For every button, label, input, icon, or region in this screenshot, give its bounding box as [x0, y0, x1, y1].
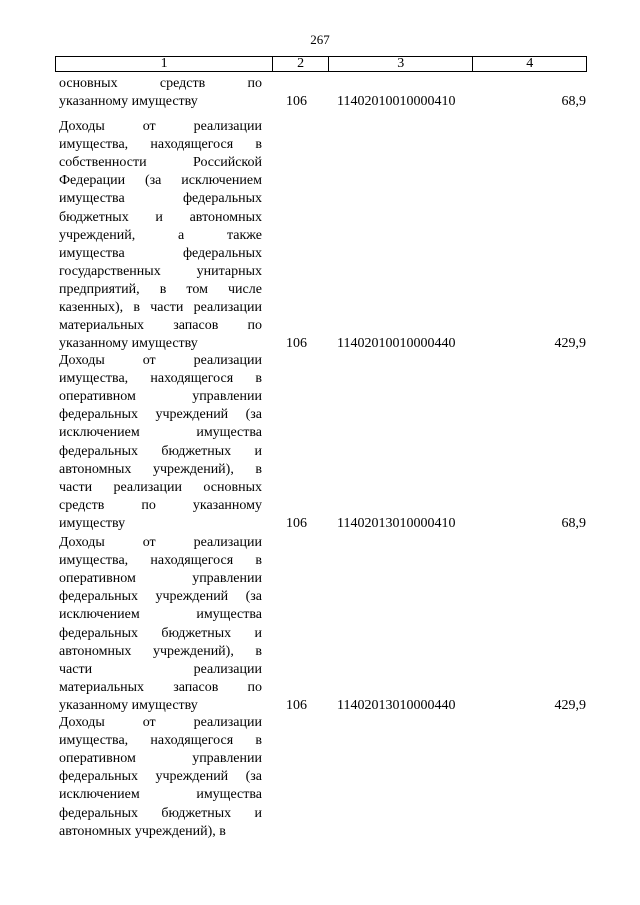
- row-description-line: оперативном управлении: [59, 389, 262, 405]
- row-description-line: государственных унитарных: [59, 263, 262, 279]
- row-description-line: Доходы от реализации: [59, 535, 262, 550]
- row-description-line: имущества, находящегося в: [59, 733, 262, 749]
- row-description-line: части реализации: [59, 661, 262, 677]
- row-description-line: Федерации (за исключением: [59, 173, 262, 189]
- row-description-line: оперативном управлении: [59, 571, 262, 587]
- column-header-3: 3: [328, 57, 472, 71]
- row-kbk: 11402010010000410: [337, 94, 456, 110]
- row-description-line: указанному имуществу: [59, 336, 198, 352]
- row-description-line: федеральных бюджетных и: [59, 625, 262, 641]
- row-description-line: имущества федеральных: [59, 191, 262, 207]
- row-description-line: имуществу: [59, 515, 126, 531]
- row-kbk: 11402010010000440: [337, 336, 456, 352]
- column-header-2: 2: [272, 57, 328, 71]
- row-description-line: предприятий, в том числе: [59, 281, 262, 297]
- row-kbk: 11402013010000440: [337, 697, 456, 713]
- row-description-line: исключением имущества: [59, 425, 262, 441]
- row-amount: 429,9: [554, 336, 586, 352]
- row-description-line: федеральных учреждений (за: [59, 407, 262, 423]
- row-description-line: оперативном управлении: [59, 751, 262, 767]
- table-header: [55, 56, 587, 72]
- row-amount: 68,9: [561, 94, 586, 110]
- row-description-line: средств по указанному: [59, 497, 262, 513]
- row-description-line: имущества, находящегося в: [59, 553, 262, 569]
- row-description-line: казенных), в части реализации: [59, 300, 262, 315]
- column-header-4: 4: [472, 57, 586, 71]
- row-description-line: исключением имущества: [59, 607, 262, 623]
- row-amount: 429,9: [554, 697, 586, 713]
- row-description-line: имущества, находящегося в: [59, 371, 262, 387]
- row-description-line: имущества федеральных: [59, 245, 262, 261]
- row-code: 106: [286, 94, 307, 110]
- row-description-line: Доходы от реализации: [59, 715, 262, 730]
- row-description-line: федеральных бюджетных и: [59, 805, 262, 821]
- row-description-line: автономных учреждений), в: [59, 643, 262, 659]
- row-description-line: автономных учреждений), в: [59, 823, 226, 839]
- row-description-line: федеральных бюджетных и: [59, 443, 262, 459]
- page-number: 267: [310, 32, 330, 47]
- row-code: 106: [286, 697, 307, 713]
- row-code: 106: [286, 515, 307, 531]
- row-description-line: автономных учреждений), в: [59, 461, 262, 477]
- row-description-line: Доходы от реализации: [59, 119, 262, 134]
- row-description-line: материальных запасов по: [59, 318, 262, 334]
- row-description-line: имущества, находящегося в: [59, 137, 262, 153]
- row-description-line: федеральных учреждений (за: [59, 589, 262, 605]
- column-header-1: 1: [160, 56, 168, 71]
- row-description-line: исключением имущества: [59, 787, 262, 803]
- row-description-line: материальных запасов по: [59, 679, 262, 695]
- row-code: 106: [286, 336, 307, 352]
- row-amount: 68,9: [561, 515, 586, 531]
- row-description-line: указанному имуществу: [59, 94, 198, 110]
- row-description-line: федеральных учреждений (за: [59, 769, 262, 785]
- row-description-line: учреждений, а также: [59, 227, 262, 243]
- row-description-line: собственности Российской: [59, 155, 262, 171]
- row-description-line: основных средств по: [59, 76, 262, 91]
- row-description-line: бюджетных и автономных: [59, 209, 262, 225]
- row-description-line: Доходы от реализации: [59, 353, 262, 368]
- row-kbk: 11402013010000410: [337, 515, 456, 531]
- row-description-line: указанному имуществу: [59, 697, 198, 713]
- row-description-line: части реализации основных: [59, 479, 262, 495]
